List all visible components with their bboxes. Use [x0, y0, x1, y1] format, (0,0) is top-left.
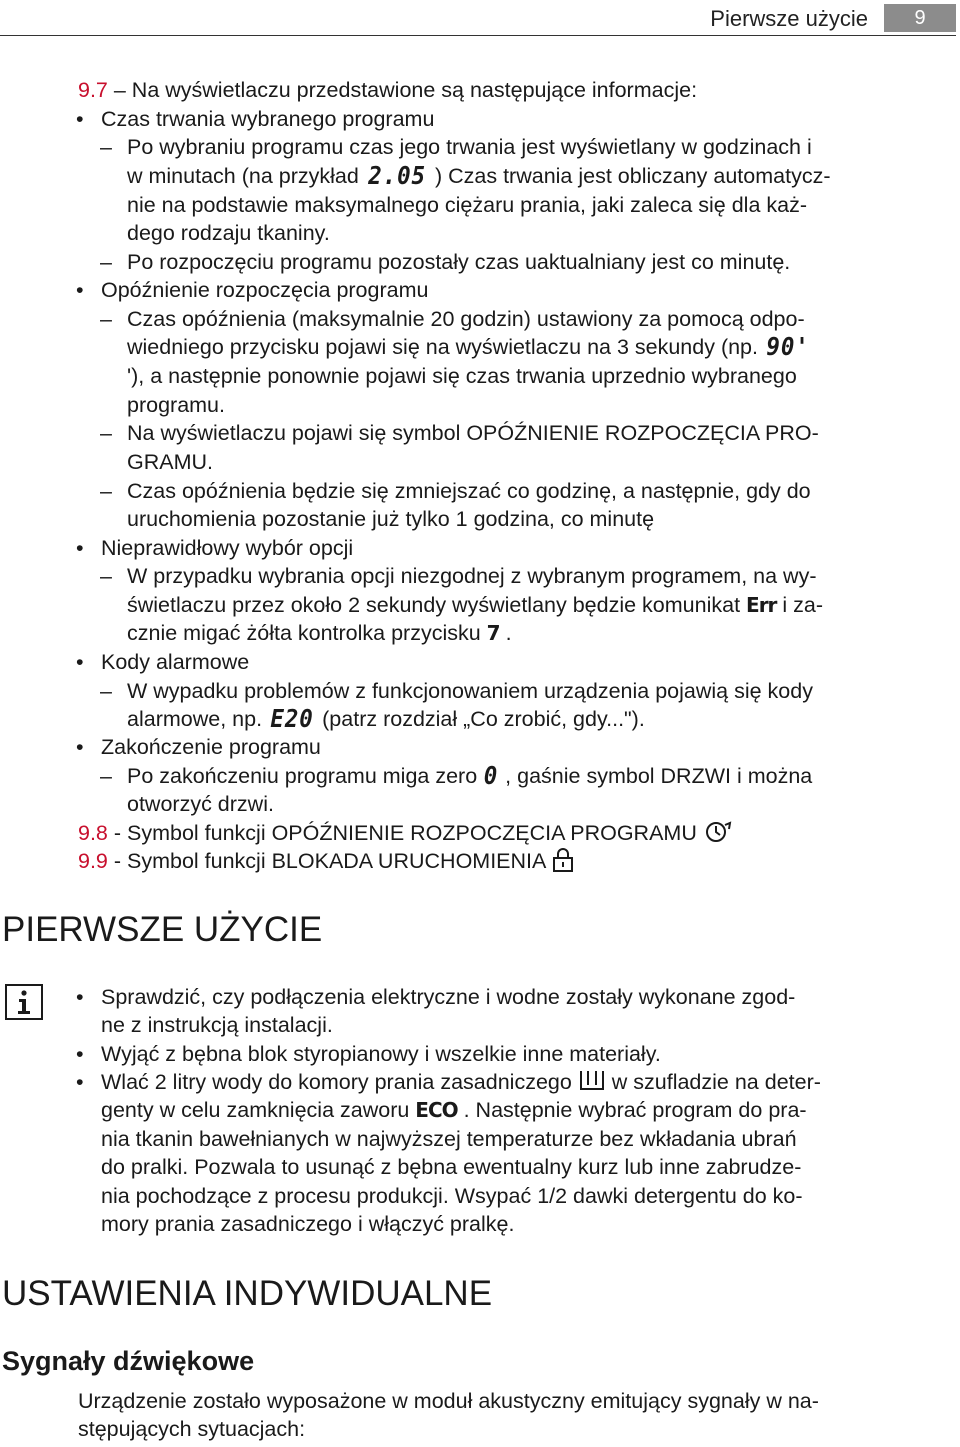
bullet-item: Opóźnienie rozpoczęcia programu: [101, 278, 429, 302]
display-205: 2.05: [368, 161, 426, 190]
section-9-9: 9.9 - Symbol funkcji BLOKADA URUCHOMIENIA: [78, 847, 575, 876]
bullet: •: [76, 107, 84, 131]
subheading-sound-signals: Sygnały dźwiękowe: [2, 1346, 255, 1376]
section-number: 9.7: [78, 78, 108, 102]
bullet: •: [76, 1042, 84, 1066]
dash: –: [100, 564, 112, 588]
bullet: •: [76, 536, 84, 560]
dash-item-text: dego rodzaju tkaniny.: [127, 221, 330, 245]
bullet-item-text: genty w celu zamknięcia zaworu ECO . Następnie wybrać program do pra-: [101, 1096, 807, 1125]
heading-first-use: PIERWSZE UŻYCIE: [2, 910, 323, 949]
dash-item-text: Czas opóźnienia (maksymalnie 20 godzin) ustawiony za pomocą odpo-: [127, 307, 805, 331]
dash: –: [100, 479, 112, 503]
dash-item-text: w minutach (na przykład 2.05 ) Czas trwania jest obliczany automatycz-: [127, 161, 831, 190]
display-90: 90': [766, 332, 810, 361]
paragraph-text: stępujących sytuacjach:: [78, 1417, 306, 1441]
display-err: Err: [746, 593, 777, 617]
dash: –: [100, 679, 112, 703]
bullet-item-text: nia tkanin bawełnianych w najwyższej temperaturze bez wkładania ubrań: [101, 1127, 797, 1151]
heading-individual-settings: USTAWIENIA INDYWIDUALNE: [2, 1274, 493, 1313]
dash-item-text: programu.: [127, 393, 225, 417]
bullet-item-text: do pralki. Pozwala to usunąć z bębna ewentualny kurz lub inne zabrudze-: [101, 1155, 802, 1179]
page-number-badge: 9: [884, 4, 956, 32]
bullet: •: [76, 985, 84, 1009]
dash-item-text: Czas opóźnienia będzie się zmniejszać co godzinę, a następnie, gdy do: [127, 479, 811, 503]
dash-item-text: Po rozpoczęciu programu pozostały czas uaktualniany jest co minutę.: [127, 250, 791, 274]
header-section-title: Pierwsze użycie: [710, 6, 868, 31]
info-icon: [5, 984, 43, 1020]
dash-item-text: W przypadku wybrania opcji niezgodnej z wybranym programem, na wy-: [127, 564, 817, 588]
display-0: 0: [483, 761, 499, 790]
header-rule: [0, 35, 956, 36]
dash: –: [100, 250, 112, 274]
dash-item-text: W wypadku problemów z funkcjonowaniem urządzenia pojawią się kody: [127, 679, 813, 703]
bullet-item: Zakończenie programu: [101, 735, 321, 759]
dash-item-text: świetlaczu przez około 2 sekundy wyświetlany będzie komunikat Err i za-: [127, 591, 823, 620]
dash-item-text: Po wybraniu programu czas jego trwania jest wyświetlany w godzinach i: [127, 135, 812, 159]
section-9-8: 9.8 - Symbol funkcji OPÓŹNIENIE ROZPOCZĘCIA PROGRAMU: [78, 819, 733, 848]
bullet: •: [76, 735, 84, 759]
bullet-item-text: Sprawdzić, czy podłączenia elektryczne i wodne zostały wykonane zgod-: [101, 985, 796, 1009]
dash-item-text: Na wyświetlaczu pojawi się symbol OPÓŹNIENIE ROZPOCZĘCIA PRO-: [127, 421, 819, 445]
dash-item-text: uruchomienia pozostanie już tylko 1 godzina, co minutę: [127, 507, 655, 531]
clock-delay-icon: [703, 819, 733, 845]
eco-label: ECO: [415, 1098, 458, 1122]
dash-item-text: nie na podstawie maksymalnego ciężaru prania, jaki zaleca się dla każ-: [127, 193, 807, 217]
button-number-7: 7: [486, 621, 500, 645]
dash: –: [100, 764, 112, 788]
lock-icon: [551, 847, 575, 873]
bullet: •: [76, 650, 84, 674]
bullet-item: Nieprawidłowy wybór opcji: [101, 536, 354, 560]
bullet-item-text: mory prania zasadniczego i włączyć pralkę.: [101, 1212, 515, 1236]
dash-item-text: Po zakończeniu programu miga zero 0 , gaśnie symbol DRZWI i można: [127, 761, 813, 790]
bullet: •: [76, 1070, 84, 1094]
dash: –: [100, 421, 112, 445]
dash: –: [100, 307, 112, 331]
bullet: •: [76, 278, 84, 302]
section-9-7-intro: 9.7 – Na wyświetlaczu przedstawione są następujące informacje:: [78, 78, 698, 102]
bullet-item-text: Wyjąć z bębna blok styropianowy i wszelkie inne materiały.: [101, 1042, 661, 1066]
dash-item-text: alarmowe, np. E20 (patrz rozdział „Co zrobić, gdy...").: [127, 704, 645, 733]
dash-item-text: otworzyć drzwi.: [127, 792, 274, 816]
dash-item-text: '), a następnie ponownie pojawi się czas trwania uprzednio wybranego: [127, 364, 797, 388]
bullet-item: Czas trwania wybranego programu: [101, 107, 435, 131]
bullet-item-text: ne z instrukcją instalacji.: [101, 1013, 333, 1037]
paragraph-text: Urządzenie zostało wyposażone w moduł akustyczny emitujący sygnały w na-: [78, 1389, 819, 1413]
bullet-item-text: Wlać 2 litry wody do komory prania zasadniczego w szufladzie na deter-: [101, 1070, 821, 1094]
bullet-item: Kody alarmowe: [101, 650, 250, 674]
dash-item-text: wiedniego przycisku pojawi się na wyświetlaczu na 3 sekundy (np. 90': [127, 332, 810, 361]
dash-item-text: GRAMU.: [127, 450, 213, 474]
detergent-compartment-icon: [578, 1068, 606, 1092]
dash: –: [100, 135, 112, 159]
bullet-item-text: nia pochodzące z procesu produkcji. Wsypać 1/2 dawki detergentu do ko-: [101, 1184, 803, 1208]
display-e20: E20: [270, 704, 314, 733]
dash-item-text: cznie migać żółta kontrolka przycisku 7 .: [127, 619, 512, 648]
